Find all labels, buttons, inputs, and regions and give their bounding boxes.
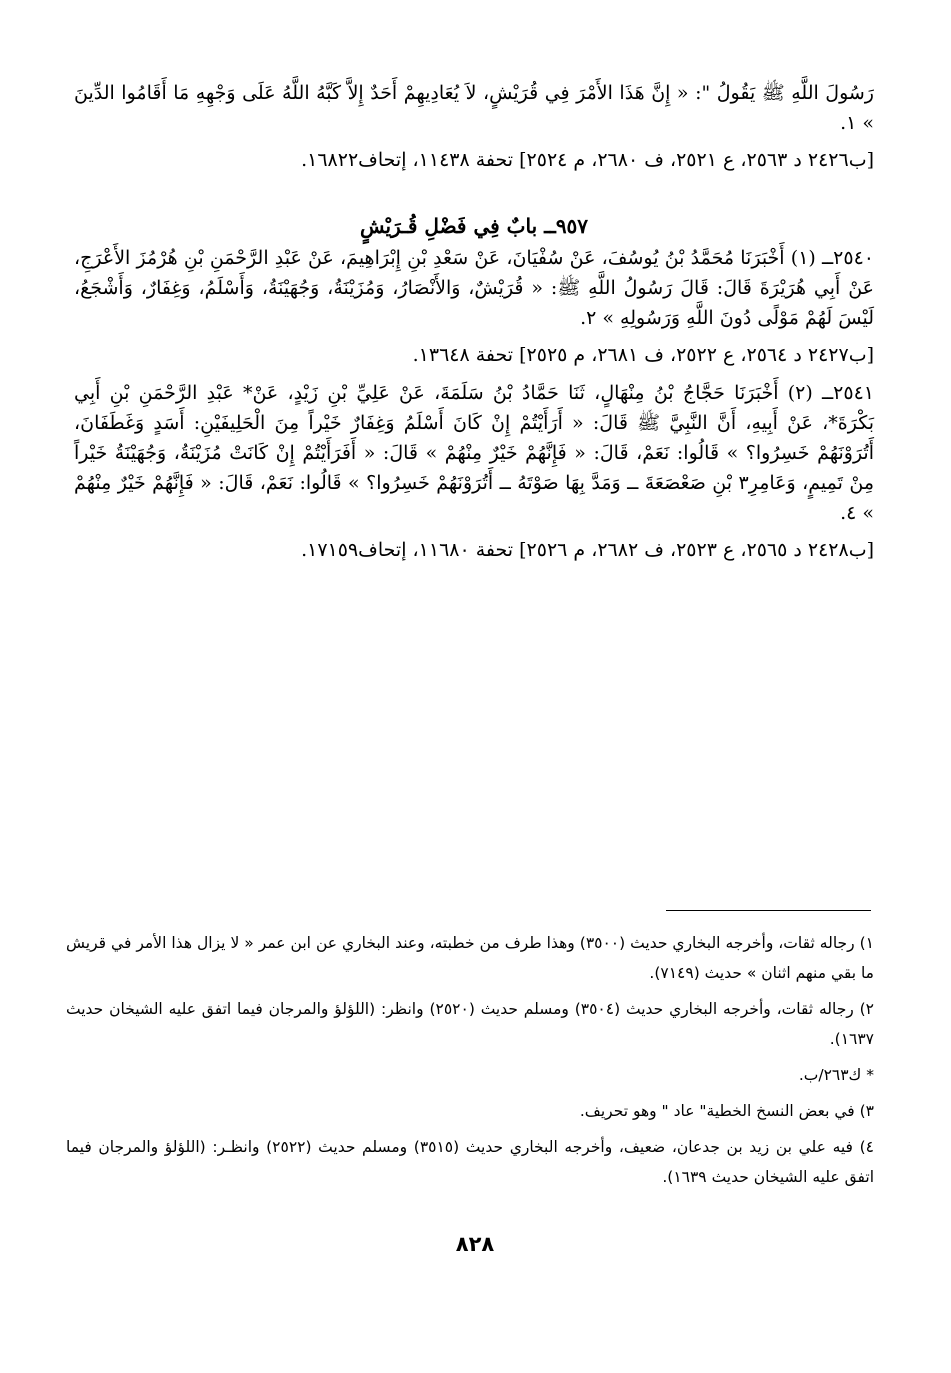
footnote-1: ١) رجاله ثقات، وأخرجه البخاري حديث (٣٥٠٠) وهذا طرف من خطبته، وعند البخاري عن ابن عمر « لا يزال هذا الأمر في قريش ما بقي منهم اثنان » حديث (٧١٤٩).	[66, 934, 874, 982]
page-number: ٨٢٨	[455, 1232, 495, 1256]
footnote-3: ٣) في بعض النسخ الخطية" عاد " وهو تحريف.	[579, 1102, 874, 1120]
footnote-manuscript-note: * ك٢٦٣/ب.	[798, 1066, 874, 1084]
main-text	[74, 78, 874, 573]
hadith-prev-reference: [ب٢٤٢٦ د ٢٥٦٣، ع ٢٥٢١، ف ٢٦٨٠، م ٢٥٢٤] تحفة ١١٤٣٨، إتحاف١٦٨٢٢.	[301, 149, 874, 171]
hadith-prev-text: رَسُولَ اللَّهِ ﷺ يَقُولُ ": « إِنَّ هَذَا الأَمْرَ فِي قُرَيْشٍ، لاَ يُعَادِيهِمْ أَحَدٌ إِلاَّ كَبَّهُ اللَّهُ عَلَى وَجْهِهِ مَا أَقَامُوا الدِّينَ » ١.	[74, 82, 874, 134]
hadith-2541-text: ٢٥٤١ــ (٢) أَخْبَرَنَا حَجَّاجُ بْنُ مِنْهَالٍ، ثَنَا حَمَّادُ بْنُ سَلَمَةَ، عَنْ عَلِيِّ بْنِ زَيْدٍ، عَنْ* عَبْدِ الرَّحْمَنِ بْنِ أَبِي بَكْرَةَ*، عَنْ أَبِيهِ، أَنَّ النَّبِيَّ ﷺ قَالَ: « أَرَأَيْتُمْ إِنْ كَانَ أَسْلَمُ وَغِفَارٌ خَيْراً مِنَ الْحَلِيفَيْنِ: أَسَدٍ وَغَطَفَانَ، أَتُرَوْنَهُمْ خَسِرُوا؟ » قَالُوا: نَعَمْ، قَالَ: « فَإِنَّهُمْ خَيْرٌ مِنْهُمْ » قَالَ: « أَفَرَأَيْتُمْ إِنْ كَانَتْ مُزَيْنَةُ، وَجُهَيْنَةُ خَيْراً مِنْ تَمِيمٍ، وَعَامِرِ٣ بْنِ صَعْصَعَةَ ــ وَمَدَّ بِهَا صَوْتَهُ ــ أَتُرَوْنَهُمْ خَسِرُوا؟ » قَالُوا: نَعَمْ، قَالَ: « فَإِنَّهُمْ خَيْرٌ مِنْهُمْ » ٤.	[74, 382, 874, 524]
hadith-2540-text: ٢٥٤٠ــ (١) أَخْبَرَنَا مُحَمَّدُ بْنُ يُوسُفَ، عَنْ سُفْيَانَ، عَنْ سَعْدِ بْنِ إِبْرَاهِيمَ، عَنْ عَبْدِ الرَّحْمَنِ بْنِ هُرْمُزَ الأَعْرَجِ، عَنْ أَبِي هُرَيْرَةَ قَالَ: قَالَ رَسُولُ اللَّهِ ﷺ: « قُرَيْشٌ، وَالأَنْصَارُ، وَمُزَيْنَةُ، وَجُهَيْنَةُ، وَأَسْلَمُ، وَغِفَارٌ، وَأَشْجَعُ، لَيْسَ لَهُمْ مَوْلًى دُونَ اللَّهِ وَرَسُولِهِ » ٢.	[74, 247, 874, 329]
footnotes	[66, 928, 874, 1198]
footnote-2: ٢) رجاله ثقات، وأخرجه البخاري حديث (٣٥٠٤) ومسلم حديث (٢٥٢٠) وانظر: (اللؤلؤ والمرجان فيما اتفق عليه الشيخان حديث ١٦٣٧).	[66, 1000, 874, 1048]
chapter-title: ٩٥٧ــ بابٌ فِي فَضْلِ قُـرَيْشٍ	[359, 214, 589, 238]
footnote-separator	[666, 910, 871, 911]
hadith-2540-reference: [ب٢٤٢٧ د ٢٥٦٤، ع ٢٥٢٢، ف ٢٦٨١، م ٢٥٢٥] تحفة ١٣٦٤٨.	[412, 344, 874, 366]
hadith-2541-reference: [ب٢٤٢٨ د ٢٥٦٥، ع ٢٥٢٣، ف ٢٦٨٢، م ٢٥٢٦] تحفة ١١٦٨٠، إتحاف١٧١٥٩.	[301, 539, 874, 561]
footnote-4: ٤) فيه علي بن زيد بن جدعان، ضعيف، وأخرجه البخاري حديث (٣٥١٥) ومسلم حديث (٢٥٢٢) وانظـر: (اللؤلؤ والمرجان فيما اتفق عليه الشيخان حديث ١٦٣٩).	[66, 1138, 874, 1186]
